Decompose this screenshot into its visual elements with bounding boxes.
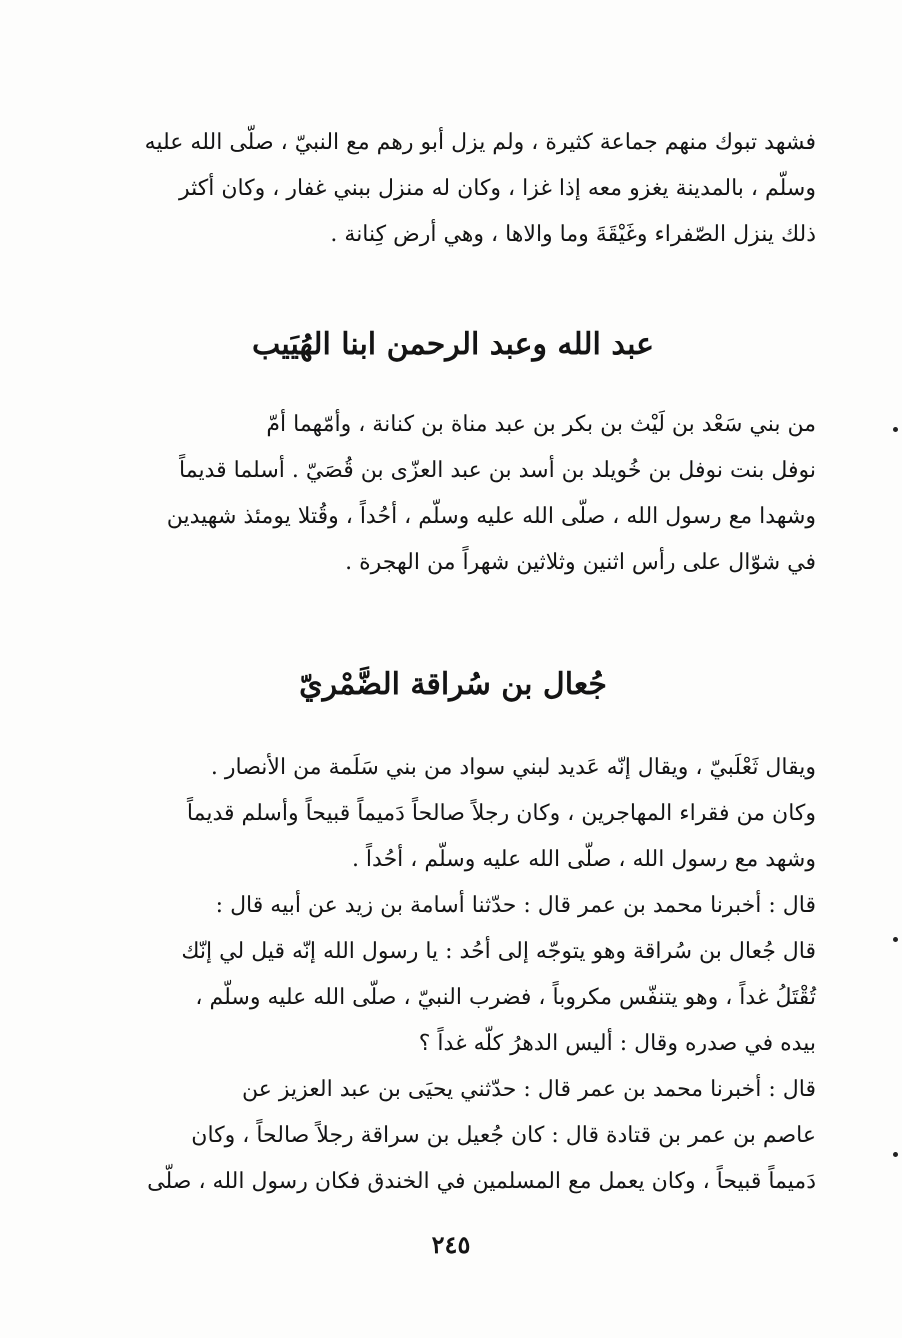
text-line: وسلّم ، بالمدينة يغزو معه إذا غزا ، وكان له منزل ببني غفار ، وكان أكثر (178, 176, 816, 201)
margin-mark (893, 1152, 898, 1157)
text-line: بيده في صدره وقال : أليس الدهرُ كلّه غداً ؟ (418, 1031, 816, 1056)
text-line: في شوّال على رأس اثنين وثلاثين شهراً من الهجرة . (345, 550, 816, 575)
text-line: قال : أخبرنا محمد بن عمر قال : حدّثنا أسامة بن زيد عن أبيه قال : (215, 893, 816, 918)
margin-mark (893, 427, 898, 432)
text-line: وشهدا مع رسول الله ، صلّى الله عليه وسلّم ، أحُداً ، وقُتلا يومئذ شهيدين (166, 504, 816, 529)
text-line: ويقال ثَعْلَبيّ ، ويقال إنّه عَديد لبني سواد من بني سَلَمة من الأنصار . (210, 755, 816, 780)
text-line: قال : أخبرنا محمد بن عمر قال : حدّثني يحيَى بن عبد العزيز عن (242, 1077, 816, 1102)
text-line: عاصم بن عمر بن قتادة قال : كان جُعيل بن سراقة رجلاً صالحاً ، وكان (191, 1123, 816, 1148)
text-line: وشهد مع رسول الله ، صلّى الله عليه وسلّم ، أحُداً . (351, 847, 816, 872)
text-line: من بني سَعْد بن لَيْث بن بكر بن عبد مناة بن كنانة ، وأمّهما أمّ (266, 412, 816, 437)
text-line: قال جُعال بن سُراقة وهو يتوجّه إلى أحُد : يا رسول الله إنّه قيل لي إنّك (181, 939, 816, 964)
text-line: تُقْتَلُ غداً ، وهو يتنفّس مكروباً ، فضرب النبيّ ، صلّى الله عليه وسلّم ، (195, 985, 816, 1010)
text-line: وكان من فقراء المهاجرين ، وكان رجلاً صالحاً دَميماً قبيحاً وأسلم قديماً (186, 801, 816, 826)
paragraph-2 (90, 402, 816, 586)
paragraph-top (90, 120, 816, 258)
text-line: فشهد تبوك منهم جماعة كثيرة ، ولم يزل أبو رهم مع النبيّ ، صلّى الله عليه (144, 130, 816, 155)
text-line: دَميماً قبيحاً ، وكان يعمل مع المسلمين في الخندق فكان رسول الله ، صلّى (147, 1169, 816, 1194)
section-heading-1: عبد الله وعبد الرحمن ابنا الهُيَيب (251, 327, 655, 362)
page-number: ٢٤٥ (431, 1230, 471, 1259)
text-line: نوفل بنت نوفل بن خُويلد بن أسد بن عبد العزّى بن قُصَيّ . أسلما قديماً (179, 458, 816, 483)
section-heading-2: جُعال بن سُراقة الضَّمْريّ (299, 667, 607, 702)
text-line: ذلك ينزل الصّفراء وغَيْقَةَ وما والاها ، وهي أرض كِنانة . (330, 222, 816, 247)
paragraph-3 (90, 745, 816, 1205)
margin-mark (893, 937, 898, 942)
